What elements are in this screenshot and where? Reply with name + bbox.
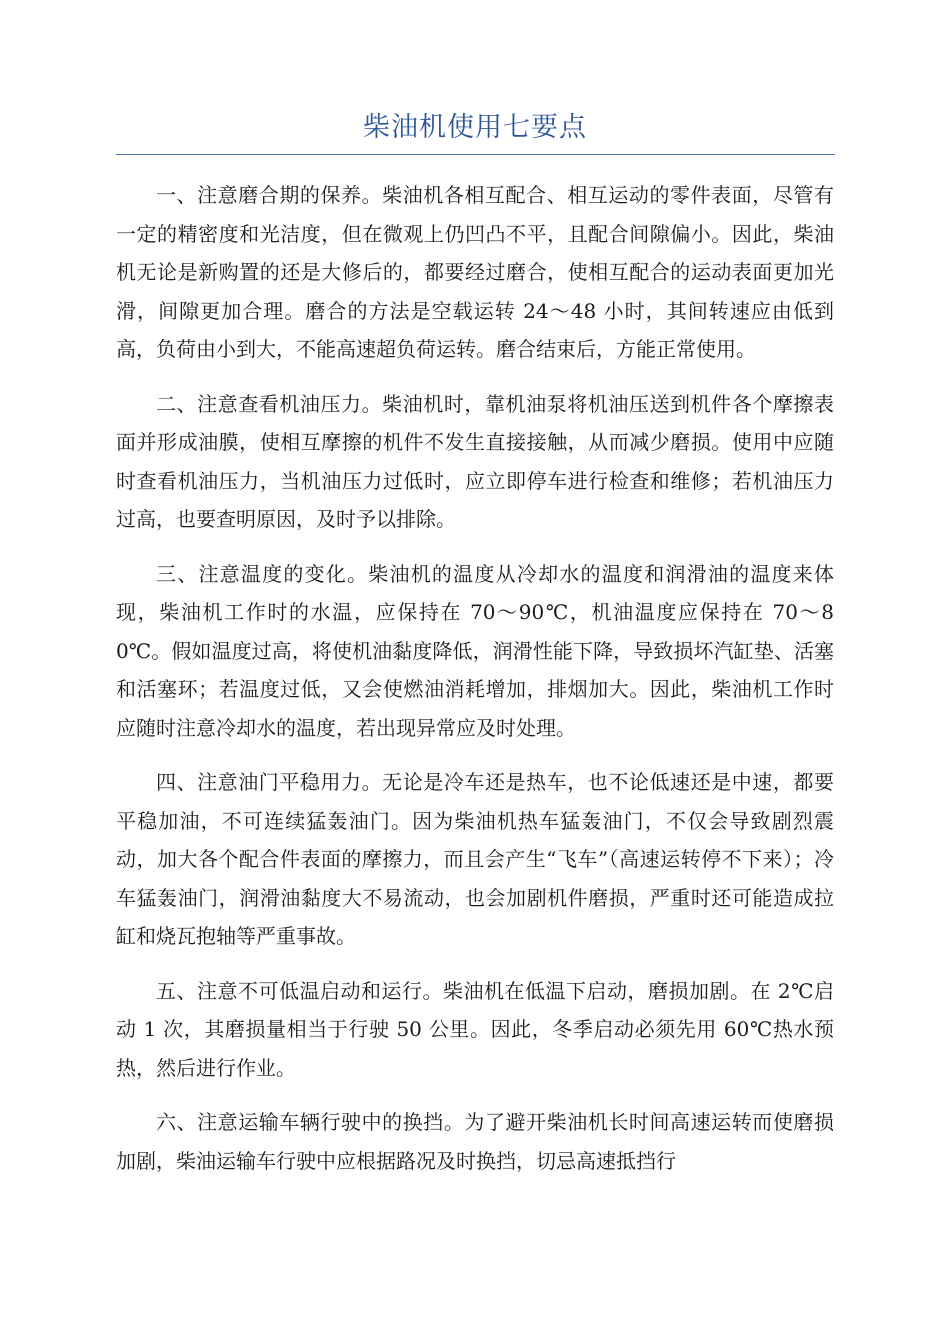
document-body (116, 176, 834, 1196)
paragraph-6: 六、注意运输车辆行驶中的换挡。为了避开柴油机长时间高速运转而使磨损加剧，柴油运输车行驶中应根据路况及时换挡，切忌高速抵挡行 (116, 1110, 834, 1173)
paragraph-3: 三、注意温度的变化。柴油机的温度从冷却水的温度和润滑油的温度来体现，柴油机工作时的水温，应保持在 70～90℃，机油温度应保持在 70～80℃。假如温度过高，将使机油黏度降低，润滑性能下降，导致损坏汽缸垫、活塞和活塞环；若温度过低，又会使燃油消耗增加，排烟加大。因此，柴油机工作时应随时注意冷却水的温度，若出现异常应及时处理。 (116, 561, 834, 740)
title-underline-rule (116, 154, 835, 155)
paragraph-1: 一、注意磨合期的保养。柴油机各相互配合、相互运动的零件表面，尽管有一定的精密度和光洁度，但在微观上仍凹凸不平，且配合间隙偏小。因此，柴油机无论是新购置的还是大修后的，都要经过磨合，使相互配合的运动表面更加光滑，间隙更加合理。磨合的方法是空载运转 24～48 小时，其间转速应由低到高，负荷由小到大，不能高速超负荷运转。磨合结束后，方能正常使用。 (116, 183, 834, 361)
paragraph-5: 五、注意不可低温启动和运行。柴油机在低温下启动，磨损加剧。在 2℃启动 1 次，其磨损量相当于行驶 50 公里。因此，冬季启动必须先用 60℃热水预热，然后进行作业。 (116, 978, 834, 1080)
paragraph-4: 四、注意油门平稳用力。无论是冷车还是热车，也不论低速还是中速，都要平稳加油，不可连续猛轰油门。因为柴油机热车猛轰油门，不仅会导致剧烈震动，加大各个配合件表面的摩擦力，而且会产生“飞车”（高速运转停不下来）；冷车猛轰油门，润滑油黏度大不易流动，也会加剧机件磨损，严重时还可能造成拉缸和烧瓦抱轴等严重事故。 (116, 770, 834, 948)
paragraph-2: 二、注意查看机油压力。柴油机时，靠机油泵将机油压送到机件各个摩擦表面并形成油膜，使相互摩擦的机件不发生直接接触，从而减少磨损。使用中应随时查看机油压力，当机油压力过低时，应立即停车进行检查和维修；若机油压力过高，也要查明原因，及时予以排除。 (116, 391, 834, 531)
document-title: 柴油机使用七要点 (363, 112, 587, 143)
